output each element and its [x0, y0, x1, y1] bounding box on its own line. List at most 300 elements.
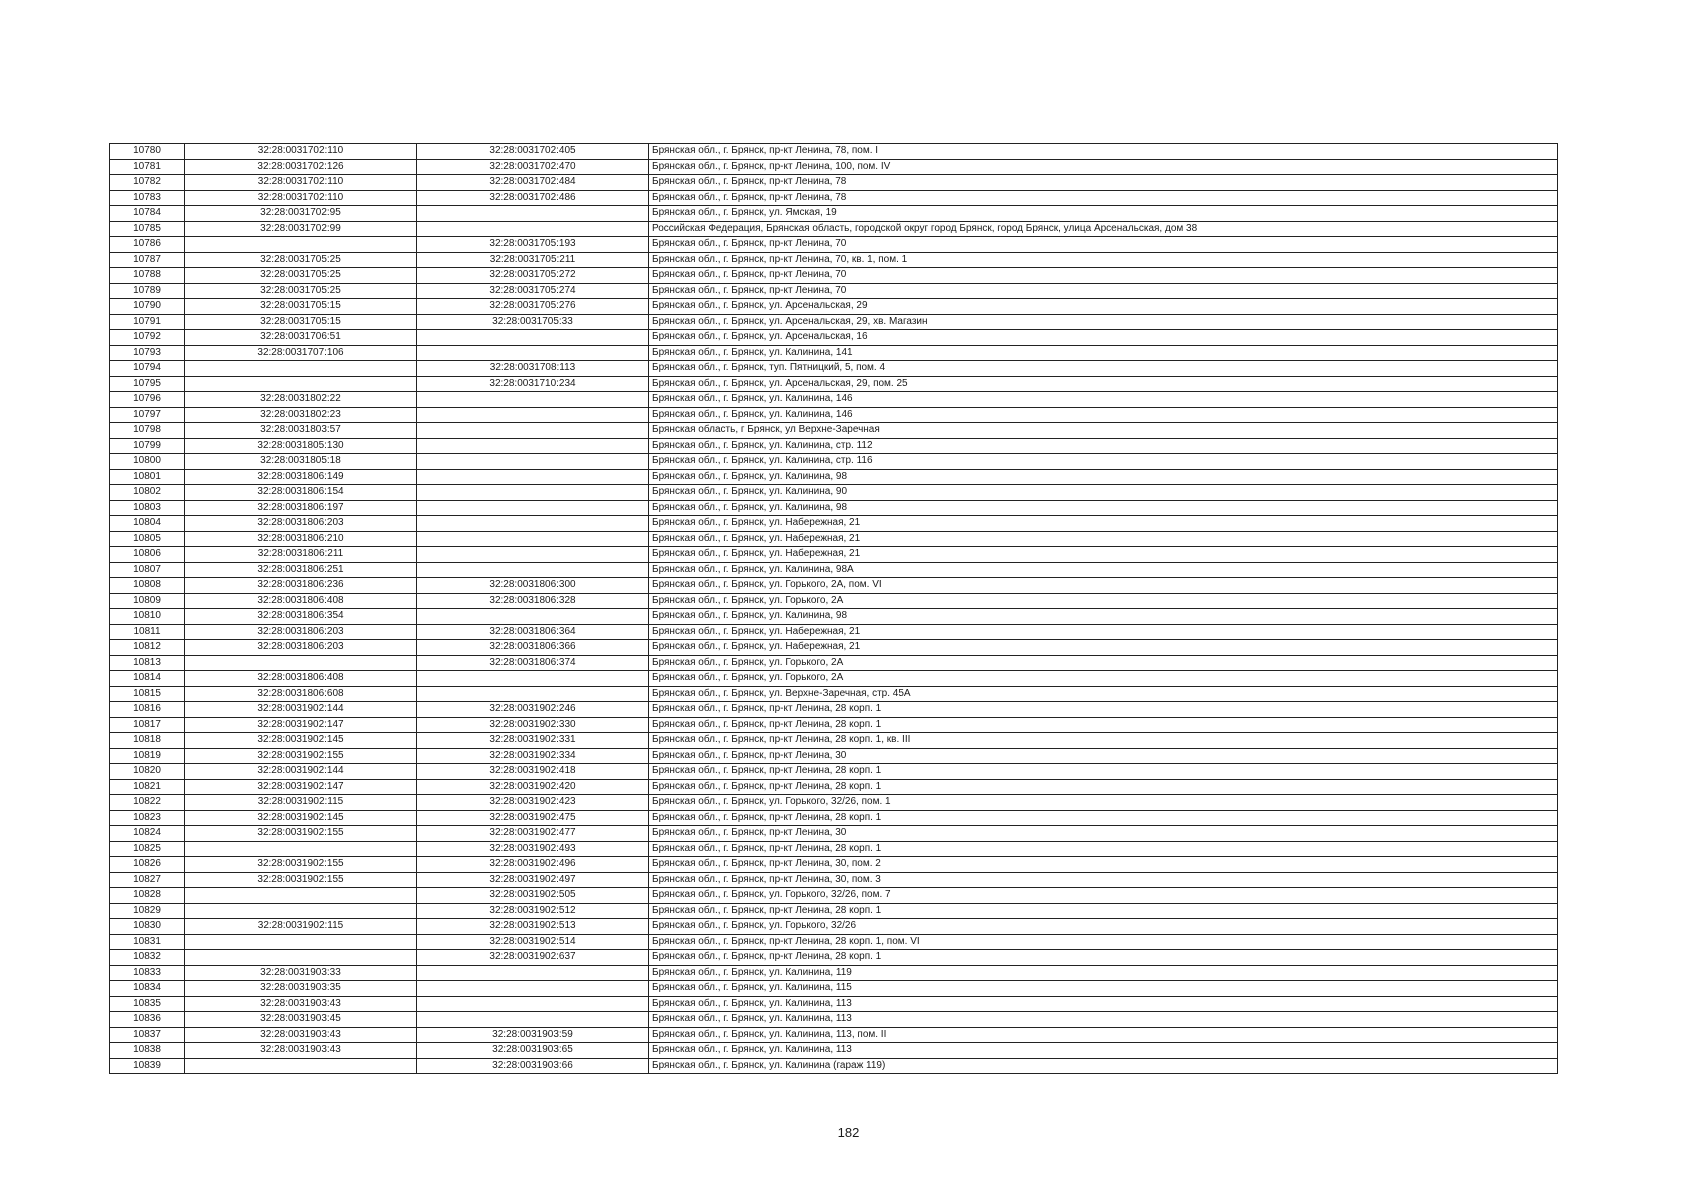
- object-cadastral-number-cell: 32:28:0031902:496: [417, 857, 649, 873]
- object-cadastral-number-cell: 32:28:0031806:366: [417, 640, 649, 656]
- address-cell: Брянская обл., г. Брянск, ул. Набережная, 21: [649, 624, 1558, 640]
- table-row: [110, 175, 1558, 191]
- object-cadastral-number-cell: 32:28:0031902:513: [417, 919, 649, 935]
- address-cell: Брянская обл., г. Брянск, пр-кт Ленина, 70: [649, 268, 1558, 284]
- table-row: [110, 345, 1558, 361]
- row-number-cell: 10786: [110, 237, 185, 253]
- object-cadastral-number-cell: [417, 454, 649, 470]
- table-row: [110, 795, 1558, 811]
- object-cadastral-number-cell: 32:28:0031903:65: [417, 1043, 649, 1059]
- table-row: [110, 919, 1558, 935]
- row-number-cell: 10827: [110, 872, 185, 888]
- parcel-cadastral-number-cell: [185, 841, 417, 857]
- address-cell: Брянская обл., г. Брянск, пр-кт Ленина, 70: [649, 283, 1558, 299]
- table-row: [110, 485, 1558, 501]
- row-number-cell: 10804: [110, 516, 185, 532]
- object-cadastral-number-cell: [417, 206, 649, 222]
- parcel-cadastral-number-cell: 32:28:0031802:23: [185, 407, 417, 423]
- address-cell: Брянская обл., г. Брянск, ул. Горького, 2А: [649, 593, 1558, 609]
- table-row: [110, 330, 1558, 346]
- object-cadastral-number-cell: [417, 345, 649, 361]
- table-row: [110, 733, 1558, 749]
- object-cadastral-number-cell: 32:28:0031902:505: [417, 888, 649, 904]
- row-number-cell: 10793: [110, 345, 185, 361]
- row-number-cell: 10808: [110, 578, 185, 594]
- parcel-cadastral-number-cell: 32:28:0031902:155: [185, 872, 417, 888]
- parcel-cadastral-number-cell: 32:28:0031806:203: [185, 624, 417, 640]
- address-cell: Брянская обл., г. Брянск, ул. Калинина, 113: [649, 1012, 1558, 1028]
- row-number-cell: 10834: [110, 981, 185, 997]
- address-cell: Брянская обл., г. Брянск, ул. Калинина, стр. 112: [649, 438, 1558, 454]
- row-number-cell: 10815: [110, 686, 185, 702]
- address-cell: Брянская обл., г. Брянск, пр-кт Ленина, 100, пом. IV: [649, 159, 1558, 175]
- table-row: [110, 609, 1558, 625]
- object-cadastral-number-cell: [417, 485, 649, 501]
- address-cell: Брянская обл., г. Брянск, ул. Горького, 32/26: [649, 919, 1558, 935]
- row-number-cell: 10819: [110, 748, 185, 764]
- object-cadastral-number-cell: 32:28:0031903:66: [417, 1058, 649, 1074]
- parcel-cadastral-number-cell: 32:28:0031806:236: [185, 578, 417, 594]
- object-cadastral-number-cell: [417, 330, 649, 346]
- parcel-cadastral-number-cell: 32:28:0031702:110: [185, 144, 417, 160]
- table-row: [110, 299, 1558, 315]
- address-cell: Брянская обл., г. Брянск, ул. Калинина, 113: [649, 1043, 1558, 1059]
- address-cell: Брянская обл., г. Брянск, ул. Набережная, 21: [649, 531, 1558, 547]
- object-cadastral-number-cell: [417, 996, 649, 1012]
- table-row: [110, 872, 1558, 888]
- object-cadastral-number-cell: [417, 438, 649, 454]
- address-cell: Брянская обл., г. Брянск, пр-кт Ленина, 70: [649, 237, 1558, 253]
- table-row: [110, 159, 1558, 175]
- address-cell: Брянская обл., г. Брянск, пр-кт Ленина, 28 корп. 1, пом. VI: [649, 934, 1558, 950]
- address-cell: Брянская область, г Брянск, ул Верхне-Заречная: [649, 423, 1558, 439]
- parcel-cadastral-number-cell: 32:28:0031806:197: [185, 500, 417, 516]
- row-number-cell: 10814: [110, 671, 185, 687]
- table-row: [110, 779, 1558, 795]
- row-number-cell: 10809: [110, 593, 185, 609]
- object-cadastral-number-cell: [417, 1012, 649, 1028]
- address-cell: Брянская обл., г. Брянск, ул. Калинина, 115: [649, 981, 1558, 997]
- parcel-cadastral-number-cell: 32:28:0031806:203: [185, 516, 417, 532]
- address-cell: Брянская обл., г. Брянск, ул. Калинина, 98: [649, 609, 1558, 625]
- table-row: [110, 283, 1558, 299]
- row-number-cell: 10783: [110, 190, 185, 206]
- row-number-cell: 10796: [110, 392, 185, 408]
- address-cell: Брянская обл., г. Брянск, ул. Арсенальская, 29: [649, 299, 1558, 315]
- row-number-cell: 10798: [110, 423, 185, 439]
- row-number-cell: 10782: [110, 175, 185, 191]
- parcel-cadastral-number-cell: 32:28:0031806:251: [185, 562, 417, 578]
- row-number-cell: 10835: [110, 996, 185, 1012]
- address-cell: Брянская обл., г. Брянск, пр-кт Ленина, 28 корп. 1: [649, 764, 1558, 780]
- parcel-cadastral-number-cell: 32:28:0031705:15: [185, 299, 417, 315]
- table-row: [110, 469, 1558, 485]
- row-number-cell: 10803: [110, 500, 185, 516]
- row-number-cell: 10829: [110, 903, 185, 919]
- parcel-cadastral-number-cell: 32:28:0031702:110: [185, 175, 417, 191]
- address-cell: Брянская обл., г. Брянск, ул. Калинина, 98: [649, 500, 1558, 516]
- object-cadastral-number-cell: 32:28:0031806:364: [417, 624, 649, 640]
- parcel-cadastral-number-cell: [185, 376, 417, 392]
- address-cell: Брянская обл., г. Брянск, ул. Горького, 2А, пом. VI: [649, 578, 1558, 594]
- parcel-cadastral-number-cell: 32:28:0031806:608: [185, 686, 417, 702]
- address-cell: Брянская обл., г. Брянск, ул. Горького, 2А: [649, 655, 1558, 671]
- table-row: [110, 903, 1558, 919]
- address-cell: Брянская обл., г. Брянск, ул. Набережная, 21: [649, 547, 1558, 563]
- table-row: [110, 578, 1558, 594]
- parcel-cadastral-number-cell: [185, 237, 417, 253]
- object-cadastral-number-cell: [417, 547, 649, 563]
- address-cell: Брянская обл., г. Брянск, пр-кт Ленина, 30, пом. 2: [649, 857, 1558, 873]
- parcel-cadastral-number-cell: [185, 361, 417, 377]
- row-number-cell: 10817: [110, 717, 185, 733]
- table-row: [110, 361, 1558, 377]
- address-cell: Брянская обл., г. Брянск, пр-кт Ленина, 28 корп. 1: [649, 903, 1558, 919]
- table-body: [110, 144, 1558, 1074]
- table-row: [110, 206, 1558, 222]
- table-row: [110, 686, 1558, 702]
- table-row: [110, 454, 1558, 470]
- row-number-cell: 10823: [110, 810, 185, 826]
- address-cell: Брянская обл., г. Брянск, ул. Калинина, 141: [649, 345, 1558, 361]
- parcel-cadastral-number-cell: 32:28:0031702:95: [185, 206, 417, 222]
- row-number-cell: 10810: [110, 609, 185, 625]
- row-number-cell: 10799: [110, 438, 185, 454]
- address-cell: Брянская обл., г. Брянск, ул. Калинина, 146: [649, 392, 1558, 408]
- row-number-cell: 10780: [110, 144, 185, 160]
- table-row: [110, 407, 1558, 423]
- parcel-cadastral-number-cell: 32:28:0031903:33: [185, 965, 417, 981]
- address-cell: Брянская обл., г. Брянск, ул. Калинина, 113: [649, 996, 1558, 1012]
- parcel-cadastral-number-cell: 32:28:0031706:51: [185, 330, 417, 346]
- parcel-cadastral-number-cell: 32:28:0031806:154: [185, 485, 417, 501]
- table-row: [110, 500, 1558, 516]
- row-number-cell: 10789: [110, 283, 185, 299]
- object-cadastral-number-cell: 32:28:0031702:405: [417, 144, 649, 160]
- address-cell: Брянская обл., г. Брянск, ул. Набережная, 21: [649, 640, 1558, 656]
- address-cell: Брянская обл., г. Брянск, ул. Калинина, 146: [649, 407, 1558, 423]
- parcel-cadastral-number-cell: 32:28:0031806:203: [185, 640, 417, 656]
- row-number-cell: 10830: [110, 919, 185, 935]
- row-number-cell: 10800: [110, 454, 185, 470]
- address-cell: Брянская обл., г. Брянск, пр-кт Ленина, 28 корп. 1: [649, 779, 1558, 795]
- row-number-cell: 10794: [110, 361, 185, 377]
- row-number-cell: 10805: [110, 531, 185, 547]
- address-cell: Брянская обл., г. Брянск, ул. Калинина, 119: [649, 965, 1558, 981]
- object-cadastral-number-cell: [417, 562, 649, 578]
- row-number-cell: 10838: [110, 1043, 185, 1059]
- address-cell: Брянская обл., г. Брянск, пр-кт Ленина, 28 корп. 1, кв. III: [649, 733, 1558, 749]
- row-number-cell: 10826: [110, 857, 185, 873]
- object-cadastral-number-cell: 32:28:0031702:486: [417, 190, 649, 206]
- parcel-cadastral-number-cell: [185, 888, 417, 904]
- parcel-cadastral-number-cell: 32:28:0031707:106: [185, 345, 417, 361]
- table-row: [110, 857, 1558, 873]
- object-cadastral-number-cell: 32:28:0031705:272: [417, 268, 649, 284]
- object-cadastral-number-cell: 32:28:0031702:484: [417, 175, 649, 191]
- parcel-cadastral-number-cell: 32:28:0031902:144: [185, 702, 417, 718]
- parcel-cadastral-number-cell: 32:28:0031702:99: [185, 221, 417, 237]
- parcel-cadastral-number-cell: 32:28:0031902:145: [185, 810, 417, 826]
- parcel-cadastral-number-cell: 32:28:0031902:155: [185, 748, 417, 764]
- parcel-cadastral-number-cell: 32:28:0031802:22: [185, 392, 417, 408]
- row-number-cell: 10836: [110, 1012, 185, 1028]
- address-cell: Брянская обл., г. Брянск, ул. Горького, 32/26, пом. 7: [649, 888, 1558, 904]
- table-row: [110, 965, 1558, 981]
- object-cadastral-number-cell: [417, 469, 649, 485]
- parcel-cadastral-number-cell: 32:28:0031903:43: [185, 996, 417, 1012]
- parcel-cadastral-number-cell: 32:28:0031705:15: [185, 314, 417, 330]
- parcel-cadastral-number-cell: 32:28:0031902:147: [185, 717, 417, 733]
- row-number-cell: 10792: [110, 330, 185, 346]
- parcel-cadastral-number-cell: 32:28:0031805:130: [185, 438, 417, 454]
- row-number-cell: 10821: [110, 779, 185, 795]
- object-cadastral-number-cell: [417, 221, 649, 237]
- row-number-cell: 10812: [110, 640, 185, 656]
- table-row: [110, 996, 1558, 1012]
- parcel-cadastral-number-cell: 32:28:0031902:155: [185, 857, 417, 873]
- parcel-cadastral-number-cell: 32:28:0031805:18: [185, 454, 417, 470]
- parcel-cadastral-number-cell: 32:28:0031806:408: [185, 671, 417, 687]
- address-cell: Брянская обл., г. Брянск, пр-кт Ленина, 28 корп. 1: [649, 810, 1558, 826]
- table-row: [110, 144, 1558, 160]
- parcel-cadastral-number-cell: 32:28:0031705:25: [185, 252, 417, 268]
- table-row: [110, 376, 1558, 392]
- row-number-cell: 10788: [110, 268, 185, 284]
- address-cell: Брянская обл., г. Брянск, пр-кт Ленина, 78, пом. I: [649, 144, 1558, 160]
- parcel-cadastral-number-cell: 32:28:0031902:155: [185, 826, 417, 842]
- object-cadastral-number-cell: 32:28:0031902:331: [417, 733, 649, 749]
- address-cell: Брянская обл., г. Брянск, пр-кт Ленина, 28 корп. 1: [649, 841, 1558, 857]
- object-cadastral-number-cell: 32:28:0031902:423: [417, 795, 649, 811]
- address-cell: Брянская обл., г. Брянск, ул. Калинина, 98: [649, 469, 1558, 485]
- row-number-cell: 10820: [110, 764, 185, 780]
- table-row: [110, 1012, 1558, 1028]
- table-row: [110, 950, 1558, 966]
- parcel-cadastral-number-cell: 32:28:0031903:35: [185, 981, 417, 997]
- row-number-cell: 10791: [110, 314, 185, 330]
- object-cadastral-number-cell: [417, 686, 649, 702]
- parcel-cadastral-number-cell: 32:28:0031903:43: [185, 1027, 417, 1043]
- parcel-cadastral-number-cell: 32:28:0031902:145: [185, 733, 417, 749]
- address-cell: Брянская обл., г. Брянск, пр-кт Ленина, 70, кв. 1, пом. 1: [649, 252, 1558, 268]
- object-cadastral-number-cell: 32:28:0031702:470: [417, 159, 649, 175]
- table-row: [110, 252, 1558, 268]
- table-row: [110, 190, 1558, 206]
- object-cadastral-number-cell: 32:28:0031902:497: [417, 872, 649, 888]
- table-row: [110, 702, 1558, 718]
- row-number-cell: 10831: [110, 934, 185, 950]
- table-row: [110, 268, 1558, 284]
- object-cadastral-number-cell: 32:28:0031902:330: [417, 717, 649, 733]
- address-cell: Брянская обл., г. Брянск, ул. Калинина, 98А: [649, 562, 1558, 578]
- object-cadastral-number-cell: 32:28:0031902:418: [417, 764, 649, 780]
- address-cell: Брянская обл., г. Брянск, ул. Арсенальская, 29, пом. 25: [649, 376, 1558, 392]
- row-number-cell: 10795: [110, 376, 185, 392]
- parcel-cadastral-number-cell: 32:28:0031902:115: [185, 795, 417, 811]
- object-cadastral-number-cell: 32:28:0031902:514: [417, 934, 649, 950]
- object-cadastral-number-cell: [417, 407, 649, 423]
- parcel-cadastral-number-cell: 32:28:0031902:115: [185, 919, 417, 935]
- table-row: [110, 717, 1558, 733]
- object-cadastral-number-cell: [417, 965, 649, 981]
- parcel-cadastral-number-cell: 32:28:0031702:110: [185, 190, 417, 206]
- object-cadastral-number-cell: 32:28:0031708:113: [417, 361, 649, 377]
- object-cadastral-number-cell: [417, 392, 649, 408]
- object-cadastral-number-cell: 32:28:0031902:420: [417, 779, 649, 795]
- object-cadastral-number-cell: 32:28:0031902:246: [417, 702, 649, 718]
- row-number-cell: 10839: [110, 1058, 185, 1074]
- table-row: [110, 888, 1558, 904]
- row-number-cell: 10806: [110, 547, 185, 563]
- parcel-cadastral-number-cell: 32:28:0031806:149: [185, 469, 417, 485]
- row-number-cell: 10825: [110, 841, 185, 857]
- object-cadastral-number-cell: 32:28:0031902:475: [417, 810, 649, 826]
- table-row: [110, 841, 1558, 857]
- address-cell: Брянская обл., г. Брянск, пр-кт Ленина, 78: [649, 175, 1558, 191]
- parcel-cadastral-number-cell: 32:28:0031705:25: [185, 268, 417, 284]
- object-cadastral-number-cell: 32:28:0031705:276: [417, 299, 649, 315]
- parcel-cadastral-number-cell: 32:28:0031902:147: [185, 779, 417, 795]
- address-cell: Брянская обл., г. Брянск, пр-кт Ленина, 30: [649, 748, 1558, 764]
- table-row: [110, 981, 1558, 997]
- table-row: [110, 1027, 1558, 1043]
- table-row: [110, 624, 1558, 640]
- table-row: [110, 423, 1558, 439]
- row-number-cell: 10813: [110, 655, 185, 671]
- object-cadastral-number-cell: 32:28:0031902:334: [417, 748, 649, 764]
- address-cell: Брянская обл., г. Брянск, туп. Пятницкий, 5, пом. 4: [649, 361, 1558, 377]
- address-cell: Брянская обл., г. Брянск, ул. Калинина, 113, пом. II: [649, 1027, 1558, 1043]
- address-cell: Брянская обл., г. Брянск, ул. Горького, 32/26, пом. 1: [649, 795, 1558, 811]
- table-row: [110, 562, 1558, 578]
- parcel-cadastral-number-cell: 32:28:0031806:354: [185, 609, 417, 625]
- row-number-cell: 10818: [110, 733, 185, 749]
- table-row: [110, 1043, 1558, 1059]
- row-number-cell: 10833: [110, 965, 185, 981]
- object-cadastral-number-cell: 32:28:0031806:300: [417, 578, 649, 594]
- table-row: [110, 547, 1558, 563]
- address-cell: Брянская обл., г. Брянск, ул. Арсенальская, 29, хв. Магазин: [649, 314, 1558, 330]
- row-number-cell: 10824: [110, 826, 185, 842]
- table-row: [110, 640, 1558, 656]
- table-row: [110, 593, 1558, 609]
- parcel-cadastral-number-cell: 32:28:0031803:57: [185, 423, 417, 439]
- row-number-cell: 10785: [110, 221, 185, 237]
- page-number: 182: [837, 1125, 860, 1140]
- object-cadastral-number-cell: [417, 981, 649, 997]
- row-number-cell: 10790: [110, 299, 185, 315]
- table-row: [110, 934, 1558, 950]
- table-row: [110, 671, 1558, 687]
- row-number-cell: 10784: [110, 206, 185, 222]
- object-cadastral-number-cell: 32:28:0031903:59: [417, 1027, 649, 1043]
- row-number-cell: 10811: [110, 624, 185, 640]
- row-number-cell: 10822: [110, 795, 185, 811]
- table-row: [110, 748, 1558, 764]
- object-cadastral-number-cell: 32:28:0031902:493: [417, 841, 649, 857]
- object-cadastral-number-cell: [417, 531, 649, 547]
- address-cell: Брянская обл., г. Брянск, пр-кт Ленина, 28 корп. 1: [649, 702, 1558, 718]
- parcel-cadastral-number-cell: [185, 903, 417, 919]
- address-cell: Брянская обл., г. Брянск, пр-кт Ленина, 78: [649, 190, 1558, 206]
- table-row: [110, 516, 1558, 532]
- address-cell: Брянская обл., г. Брянск, пр-кт Ленина, 30: [649, 826, 1558, 842]
- parcel-cadastral-number-cell: [185, 950, 417, 966]
- object-cadastral-number-cell: 32:28:0031705:274: [417, 283, 649, 299]
- address-cell: Брянская обл., г. Брянск, пр-кт Ленина, 30, пом. 3: [649, 872, 1558, 888]
- object-cadastral-number-cell: [417, 500, 649, 516]
- parcel-cadastral-number-cell: 32:28:0031806:408: [185, 593, 417, 609]
- table-row: [110, 826, 1558, 842]
- parcel-cadastral-number-cell: [185, 934, 417, 950]
- table-row: [110, 531, 1558, 547]
- table-row: [110, 764, 1558, 780]
- row-number-cell: 10801: [110, 469, 185, 485]
- table-row: [110, 237, 1558, 253]
- table-row: [110, 221, 1558, 237]
- table-row: [110, 438, 1558, 454]
- row-number-cell: 10807: [110, 562, 185, 578]
- object-cadastral-number-cell: 32:28:0031705:193: [417, 237, 649, 253]
- parcel-cadastral-number-cell: 32:28:0031705:25: [185, 283, 417, 299]
- table-row: [110, 314, 1558, 330]
- object-cadastral-number-cell: [417, 671, 649, 687]
- row-number-cell: 10832: [110, 950, 185, 966]
- parcel-cadastral-number-cell: 32:28:0031702:126: [185, 159, 417, 175]
- table-row: [110, 392, 1558, 408]
- parcel-cadastral-number-cell: [185, 655, 417, 671]
- parcel-cadastral-number-cell: 32:28:0031903:43: [185, 1043, 417, 1059]
- object-cadastral-number-cell: 32:28:0031710:234: [417, 376, 649, 392]
- address-cell: Брянская обл., г. Брянск, пр-кт Ленина, 28 корп. 1: [649, 717, 1558, 733]
- table-row: [110, 655, 1558, 671]
- object-cadastral-number-cell: 32:28:0031806:374: [417, 655, 649, 671]
- address-cell: Брянская обл., г. Брянск, ул. Горького, 2А: [649, 671, 1558, 687]
- address-cell: Брянская обл., г. Брянск, ул. Верхне-Заречная, стр. 45А: [649, 686, 1558, 702]
- parcel-cadastral-number-cell: 32:28:0031903:45: [185, 1012, 417, 1028]
- address-cell: Брянская обл., г. Брянск, ул. Ямская, 19: [649, 206, 1558, 222]
- address-cell: Российская Федерация, Брянская область, городской округ город Брянск, город Брянск, улица Арсенальская, дом 38: [649, 221, 1558, 237]
- row-number-cell: 10802: [110, 485, 185, 501]
- row-number-cell: 10837: [110, 1027, 185, 1043]
- row-number-cell: 10828: [110, 888, 185, 904]
- address-cell: Брянская обл., г. Брянск, ул. Калинина, 90: [649, 485, 1558, 501]
- row-number-cell: 10797: [110, 407, 185, 423]
- parcel-cadastral-number-cell: 32:28:0031902:144: [185, 764, 417, 780]
- row-number-cell: 10787: [110, 252, 185, 268]
- object-cadastral-number-cell: 32:28:0031902:477: [417, 826, 649, 842]
- row-number-cell: 10816: [110, 702, 185, 718]
- object-cadastral-number-cell: [417, 609, 649, 625]
- object-cadastral-number-cell: 32:28:0031705:211: [417, 252, 649, 268]
- address-cell: Брянская обл., г. Брянск, ул. Калинина (гараж 119): [649, 1058, 1558, 1074]
- table-row: [110, 810, 1558, 826]
- address-cell: Брянская обл., г. Брянск, ул. Калинина, стр. 116: [649, 454, 1558, 470]
- address-cell: Брянская обл., г. Брянск, ул. Набережная, 21: [649, 516, 1558, 532]
- object-cadastral-number-cell: [417, 423, 649, 439]
- object-cadastral-number-cell: [417, 516, 649, 532]
- object-cadastral-number-cell: 32:28:0031902:512: [417, 903, 649, 919]
- parcel-cadastral-number-cell: 32:28:0031806:210: [185, 531, 417, 547]
- registry-table: [109, 143, 1558, 1074]
- object-cadastral-number-cell: 32:28:0031902:637: [417, 950, 649, 966]
- address-cell: Брянская обл., г. Брянск, ул. Арсенальская, 16: [649, 330, 1558, 346]
- parcel-cadastral-number-cell: 32:28:0031806:211: [185, 547, 417, 563]
- table-row: [110, 1058, 1558, 1074]
- parcel-cadastral-number-cell: [185, 1058, 417, 1074]
- object-cadastral-number-cell: 32:28:0031806:328: [417, 593, 649, 609]
